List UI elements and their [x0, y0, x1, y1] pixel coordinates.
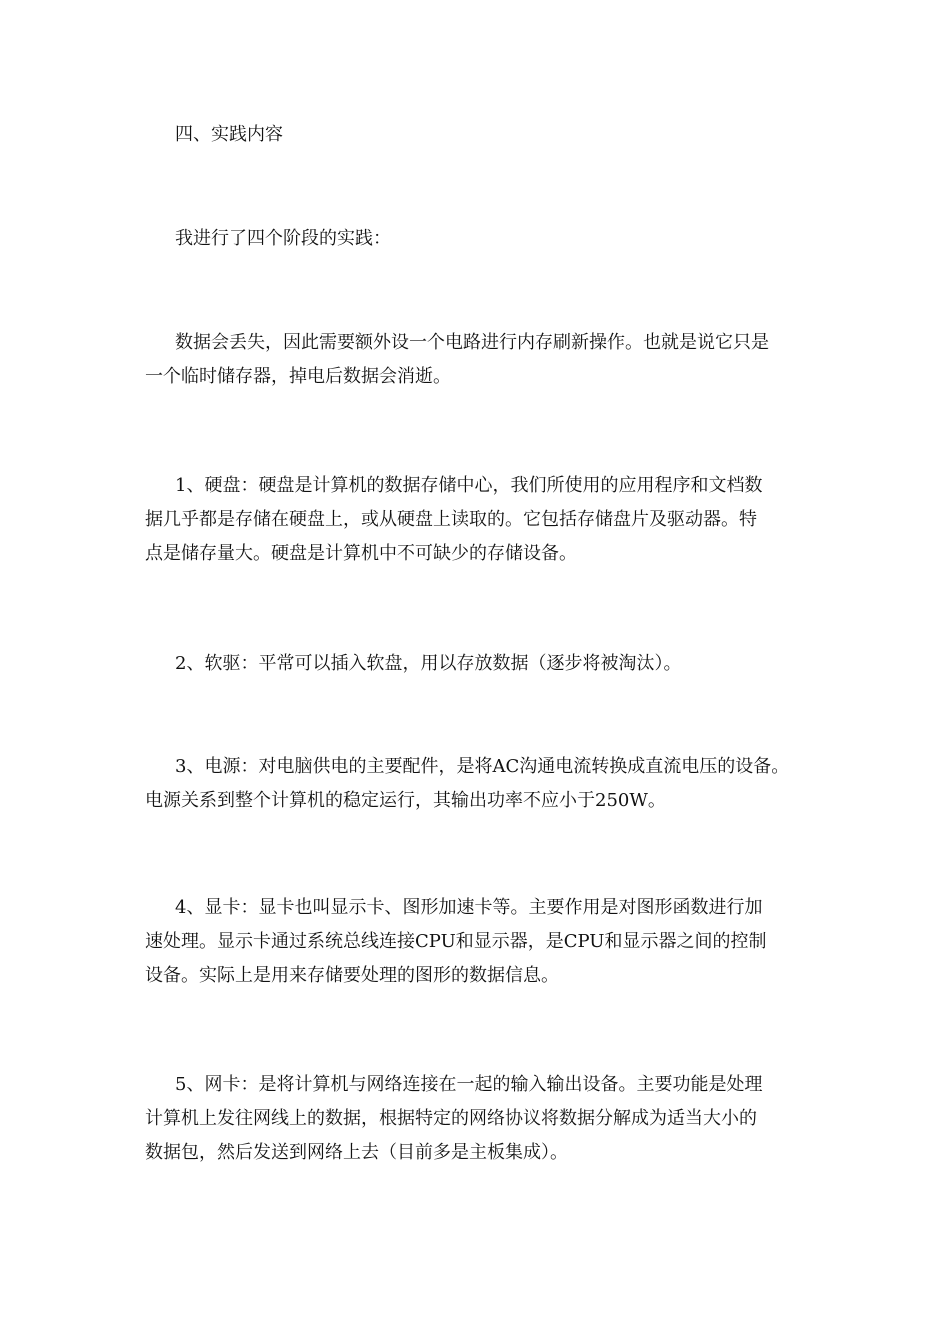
hard-disk-line-2: 据几乎都是存储在硬盘上，或从硬盘上读取的。它包括存储盘片及驱动器。特: [145, 509, 757, 530]
hard-disk-line-3: 点是储存量大。硬盘是计算机中不可缺少的存储设备。: [145, 543, 577, 564]
power-paragraph: [145, 750, 835, 818]
graphics-line-3: 设备。实际上是用来存储要处理的图形的数据信息。: [145, 965, 559, 986]
graphics-line-1: 4、显卡：显卡也叫显示卡、图形加速卡等。主要作用是对图形函数进行加: [175, 897, 763, 918]
graphics-line-2: 速处理。显示卡通过系统总线连接CPU和显示器，是CPU和显示器之间的控制: [145, 931, 767, 952]
section-heading: [145, 118, 835, 152]
power-line-1: 3、电源：对电脑供电的主要配件，是将AC沟通电流转换成直流电压的设备。: [175, 756, 790, 777]
floppy-paragraph: [145, 647, 835, 681]
hard-disk-paragraph: [145, 469, 835, 571]
intro-paragraph: [145, 222, 835, 256]
intro-line: 我进行了四个阶段的实践：: [175, 228, 391, 249]
network-line-1: 5、网卡：是将计算机与网络连接在一起的输入输出设备。主要功能是处理: [175, 1074, 763, 1095]
hard-disk-line-1: 1、硬盘：硬盘是计算机的数据存储中心，我们所使用的应用程序和文档数: [175, 475, 763, 496]
graphics-paragraph: [145, 891, 835, 993]
network-paragraph: [145, 1068, 835, 1170]
network-line-2: 计算机上发往网线上的数据，根据特定的网络协议将数据分解成为适当大小的: [145, 1108, 757, 1129]
floppy-line: 2、软驱：平常可以插入软盘，用以存放数据（逐步将被淘汰）。: [175, 653, 682, 674]
memory-line-2: 一个临时储存器，掉电后数据会消逝。: [145, 366, 451, 387]
power-line-2: 电源关系到整个计算机的稳定运行，其输出功率不应小于250W。: [145, 790, 666, 811]
network-line-3: 数据包，然后发送到网络上去（目前多是主板集成）。: [145, 1142, 568, 1163]
memory-line-1: 数据会丢失，因此需要额外设一个电路进行内存刷新操作。也就是说它只是: [175, 332, 769, 353]
heading-line: 四、实践内容: [175, 124, 283, 145]
memory-paragraph: [145, 326, 835, 394]
